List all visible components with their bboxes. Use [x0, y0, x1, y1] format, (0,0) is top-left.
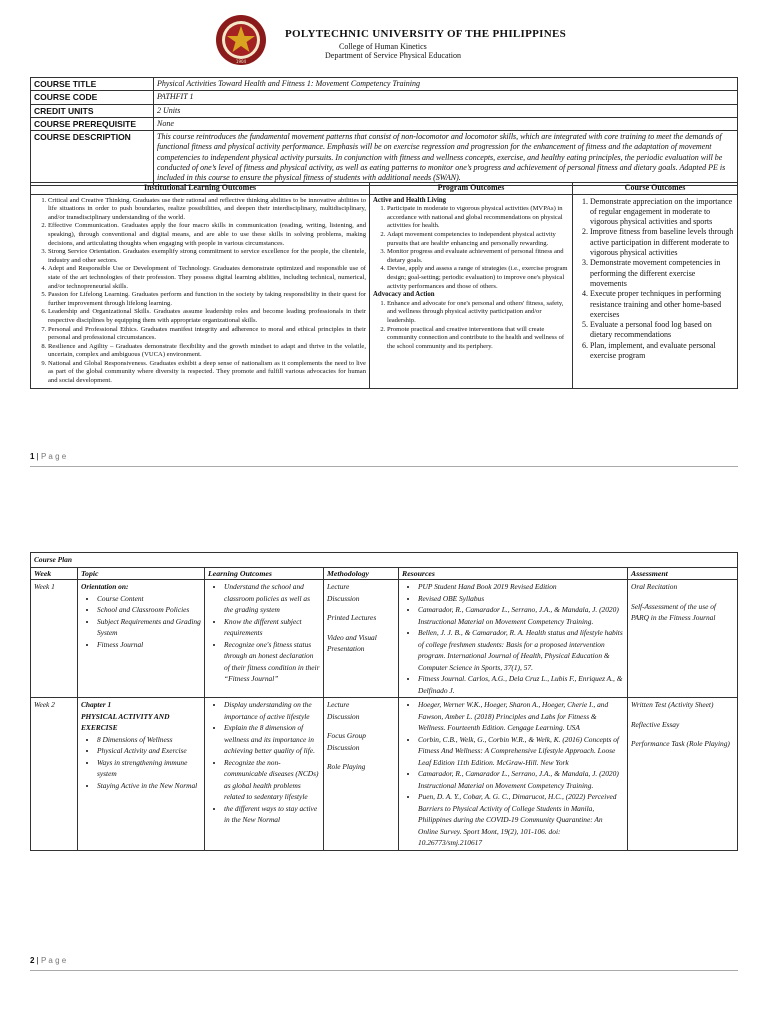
list-item: 9. National and Global Responsiveness. Graduates exhibit a deep sense of nationalism as it complements the need to live as part of the global community where diversity is respected. They promote and fulfill various advocacies for human and social development. — [48, 360, 366, 386]
list-item: • School and Classroom Policies — [97, 604, 201, 616]
credit-units-label: CREDIT UNITS — [31, 104, 154, 117]
resources-header: Resources — [399, 567, 628, 580]
resources-cell — [399, 580, 628, 698]
list-item: • Know the different subject requirements — [224, 616, 320, 639]
table-row — [31, 698, 738, 851]
list-item: • Subject Requirements and Grading System — [97, 616, 201, 639]
assessment-cell — [628, 580, 738, 698]
week-cell: Week 1 — [31, 580, 78, 698]
list-item: • Fitness Journal — [97, 639, 201, 651]
course-description-label: COURSE DESCRIPTION — [31, 131, 154, 185]
chapter-title: PHYSICAL ACTIVITY AND EXERCISE — [81, 711, 170, 732]
course-prerequisite-label: COURSE PREREQUISITE — [31, 117, 154, 130]
po-cell — [370, 194, 573, 388]
list-item: 8. Resilience and Agility – Graduates demonstrate flexibility and the growth mindset to adapt and thrive in the volatile, uncertain, complex and ambiguous (VUCA) environment. — [48, 343, 366, 360]
assessment-item: Written Test (Activity Sheet) — [631, 700, 714, 709]
list-item: 1. Demonstrate appreciation on the importance of regular engagement in moderate to vigorous physical activities and sports — [590, 197, 734, 228]
course-code-value: PATHFIT 1 — [154, 91, 738, 104]
method-item: Focus Group — [327, 731, 366, 740]
week-header: Week — [31, 567, 78, 580]
page-2 — [0, 520, 768, 1024]
methodology-header: Methodology — [324, 567, 399, 580]
list-item: • Fitness Journal. Carlos, A.G., Dela Cruz L., Lubis F., Enriquez A., & Delfinado J. — [418, 673, 624, 696]
outcome-list — [208, 581, 320, 685]
co-header: Course Outcomes — [573, 183, 738, 195]
page-1 — [0, 0, 768, 470]
department-name: Department of Service Physical Education — [325, 51, 461, 60]
list-item: 6. Plan, implement, and evaluate personal exercise program — [590, 341, 734, 362]
po-list — [373, 205, 569, 291]
chapter-label: Chapter 1 — [81, 700, 112, 709]
list-item: • Display understanding on the importance of active lifestyle — [224, 699, 320, 722]
topic-title: Orientation on: — [81, 582, 129, 591]
list-item: • Physical Activity and Exercise — [97, 745, 201, 757]
ilo-list — [34, 197, 366, 386]
outcomes-table — [30, 182, 738, 389]
page-number: 2 — [30, 956, 35, 965]
list-item: • Recognize the non-communicable diseases (NCDs) as global health problems related to sedentary lifestyle — [224, 757, 320, 803]
list-item: • Camarador, R., Camarador L., Serrano, J.A., & Mandala, J. (2020) Instructional Material on Movement Competency Training. — [418, 768, 624, 791]
list-item: • Corbin, C.B., Welk, G., Corbin W.R., & Welk, K. (2016) Concepts of Fitness And Wellness: A Comprehensive Lifestyle Approach. Loose Leaf Edition 11th Edition. McGraw-Hill. New York — [418, 734, 624, 769]
method-item: Role Playing — [327, 762, 366, 771]
course-plan-caption: Course Plan — [31, 553, 738, 568]
method-item: Printed Lectures — [327, 613, 377, 622]
resources-cell — [399, 698, 628, 851]
method-item: Lecture — [327, 582, 350, 591]
po-header: Program Outcomes — [370, 183, 573, 195]
co-list — [576, 197, 734, 362]
list-item: 2. Adapt movement competencies to independent physical activity pursuits that are health• enhancing and personally rewarding. — [387, 231, 569, 248]
course-info-table — [30, 77, 738, 186]
list-item: 2. Effective Communication. Graduates apply the four macro skills in communication (reading, writing, listening, and speaking), through conventional and digital means, and are able to use these skills in solving problems, making decisions, and articulating thoughts when engaging with people in various circumstances. — [48, 222, 366, 248]
course-info-row — [31, 78, 738, 91]
list-item: • Recognize one's fitness status through an honest declaration of their fitness condition in their “Fitness Journal” — [224, 639, 320, 685]
course-title-label: COURSE TITLE — [31, 78, 154, 91]
list-item: • Ways in strengthening immune system — [97, 757, 201, 780]
assessment-item: Self-Assessment of the use of PARQ in the Fitness Journal — [631, 601, 716, 622]
co-cell — [573, 194, 738, 388]
list-item: • Course Content — [97, 593, 201, 605]
list-item: 5. Evaluate a personal food log based on dietary recommendations — [590, 320, 734, 341]
methodology-cell — [324, 580, 399, 698]
course-info-row — [31, 91, 738, 104]
table-row — [31, 580, 738, 698]
topic-list — [81, 593, 201, 651]
list-item: • Explain the 8 dimension of wellness and its importance in achieving better quality of life. — [224, 722, 320, 757]
resource-list — [402, 699, 624, 849]
list-item: • Hoeger, Werner W.K., Hoeger, Sharon A., Hoeger, Cherie I., and Fawson, Amber L. (2018) Principles and Labs for Fitness & Wellness. Fourteenth Edition. Cengage Learning. USA — [418, 699, 624, 734]
page-footer: 2 | P a g e — [30, 956, 67, 965]
list-item: 4. Devise, apply and assess a range of strategies (i.e., exercise program design; goal-setting; periodic evaluation) to improve one's physical activity performances and those of others. — [387, 265, 569, 291]
ilo-cell — [31, 194, 370, 388]
list-item: • the different ways to stay active in the New Normal — [224, 803, 320, 826]
footer-divider — [30, 466, 738, 467]
seal-year: 1904 — [235, 59, 247, 64]
list-item: 4. Execute proper techniques in performing resistance training and other home-based exercises — [590, 289, 734, 320]
method-item: Discussion — [327, 742, 360, 752]
topic-cell — [78, 698, 205, 851]
course-description-value: This course reintroduces the fundamental movement patterns that consist of non-locomotor and locomotor skills, which are integrated with core training to meet the demands of functional fitness and physical activity performance. Emphasis will be on exercise regression and progression for the enhancement of fitness and the adaptation of movement competencies to independent physical activity pursuits. In conjunction with fitness and wellness concepts, exercise, and healthy eating principles, the periodic evaluation will be conducted of one’s level of fitness and physical activity, as well as eating patterns to monitor one’s progress and achievement of personal fitness and dietary goals. Adapted PE is included in this course to ensure the physical fitness of students with additional needs (SWAN). — [154, 131, 738, 185]
method-item: Discussion — [327, 711, 360, 721]
course-info-row — [31, 104, 738, 117]
course-code-label: COURSE CODE — [31, 91, 154, 104]
course-info-row — [31, 117, 738, 130]
list-item: 3. Monitor progress and evaluate achievement of personal fitness and dietary goals. — [387, 248, 569, 265]
course-info-row — [31, 131, 738, 185]
assessment-item: Reflective Essay — [631, 719, 680, 729]
credit-units-value: 2 Units — [154, 104, 738, 117]
page-footer: 1 | P a g e — [30, 452, 67, 461]
list-item: • Bellen, J. J. B., & Camarador, R. A. Health status and lifestyle habits of college freshmen students: Basis for a proposed intervention program. International Journal of Health, Physical Education & Computer Science in Sports, 37(1), 57. — [418, 627, 624, 673]
list-item: 2. Promote practical and creative interventions that will create community connection and contribute to the health and wellness of the school community and its periphery. — [387, 326, 569, 352]
list-item: 1. Enhance and advocate for one's personal and others' fitness, safety, and wellness through physical activity participation and/or leadership. — [387, 300, 569, 326]
outcomes-header: Learning Outcomes — [205, 567, 324, 580]
outcome-list — [208, 699, 320, 826]
list-item: 6. Leadership and Organizational Skills. Graduates assume leadership roles and become leading professionals in their respective disciplines by equipping them with appropriate organizational skills. — [48, 308, 366, 325]
topic-header: Topic — [78, 567, 205, 580]
page-label: P a g e — [40, 452, 67, 461]
list-item: 1. Participate in moderate to vigorous physical activities (MVPAs) in accordance with national and global recommendations on physical activities for health. — [387, 205, 569, 231]
course-title-value: Physical Activities Toward Health and Fitness 1: Movement Competency Training — [154, 78, 738, 91]
assessment-cell — [628, 698, 738, 851]
list-item: 3. Strong Service Orientation. Graduates exemplify strong commitment to service excellence for the people, the clientele, industry and other sectors. — [48, 248, 366, 265]
university-seal-icon — [215, 14, 267, 66]
course-prerequisite-value: None — [154, 117, 738, 130]
list-item: 2. Improve fitness from baseline levels through active participation in different moderate to vigorous physical activities — [590, 227, 734, 258]
list-item: • Staying Active in the New Normal — [97, 780, 201, 792]
topic-cell — [78, 580, 205, 698]
university-header — [215, 14, 615, 66]
list-item: • Camarador, R., Camarador L., Serrano, J.A., & Mandala, J. (2020) Instructional Material on Movement Competency Training. — [418, 604, 624, 627]
resource-list — [402, 581, 624, 696]
list-item: • PUP Student Hand Book 2019 Revised Edition — [418, 581, 624, 593]
list-item: • Revised OBE Syllabus — [418, 593, 624, 605]
po-list — [373, 300, 569, 352]
course-plan-table — [30, 552, 738, 851]
methodology-cell — [324, 698, 399, 851]
list-item: 3. Demonstrate movement competencies in performing the different exercise movements — [590, 258, 734, 289]
method-item: Lecture — [327, 700, 350, 709]
list-item: 7. Personal and Professional Ethics. Graduates manifest integrity and adherence to moral and ethical principles in their personal and professional circumstances. — [48, 326, 366, 343]
topic-list — [81, 734, 201, 792]
outcomes-cell — [205, 580, 324, 698]
page-label: P a g e — [40, 956, 67, 965]
list-item: • 8 Dimensions of Wellness — [97, 734, 201, 746]
list-item: 1. Critical and Creative Thinking. Graduates use their rational and reflective thinking abilities to be innovative abilities to life situations in order to push boundaries, realize possibilities, and deepen their interdisciplinary, multidisciplinary, and/or transdisciplinary understanding of the world. — [48, 197, 366, 223]
university-name: POLYTECHNIC UNIVERSITY OF THE PHILIPPINES — [285, 28, 567, 40]
footer-divider — [30, 970, 738, 971]
list-item: • Understand the school and classroom policies as well as the grading system — [224, 581, 320, 616]
list-item: • Puen, D. A. Y., Cobar, A. G. C., Dimarucot, H.C., (2022) Perceived Barriers to Physical Activity of College Students in Manila, Philippines during the COVID-19 Community Quarantine: An Online Survey. Sport Mont, 19(2), 101-106. doi: 10.26773/smj.210617 — [418, 791, 624, 849]
list-item: 4. Adept and Responsible Use or Development of Technology. Graduates demonstrate optimized and responsible use of state of the art technologies of their profession. They possess digital learning abilities, including technical, numerical, and/or technopreneurial skills. — [48, 265, 366, 291]
po-group-title: Advocacy and Action — [373, 291, 435, 299]
outcomes-cell — [205, 698, 324, 851]
method-item: Discussion — [327, 593, 360, 603]
assessment-item: Oral Recitation — [631, 582, 678, 591]
list-item: 5. Passion for Lifelong Learning. Graduates perform and function in the society by taking responsibility in their quest for further improvement through lifelong learning. — [48, 291, 366, 308]
method-item: Video and Visual Presentation — [327, 632, 377, 653]
po-group-title: Active and Health Living — [373, 196, 447, 204]
week-cell: Week 2 — [31, 698, 78, 851]
ilo-header: Institutional Learning Outcomes — [31, 183, 370, 195]
page-number: 1 — [30, 452, 35, 461]
assessment-item: Performance Task (Role Playing) — [631, 739, 730, 748]
college-name: College of Human Kinetics — [339, 42, 427, 51]
assessment-header: Assessment — [628, 567, 738, 580]
